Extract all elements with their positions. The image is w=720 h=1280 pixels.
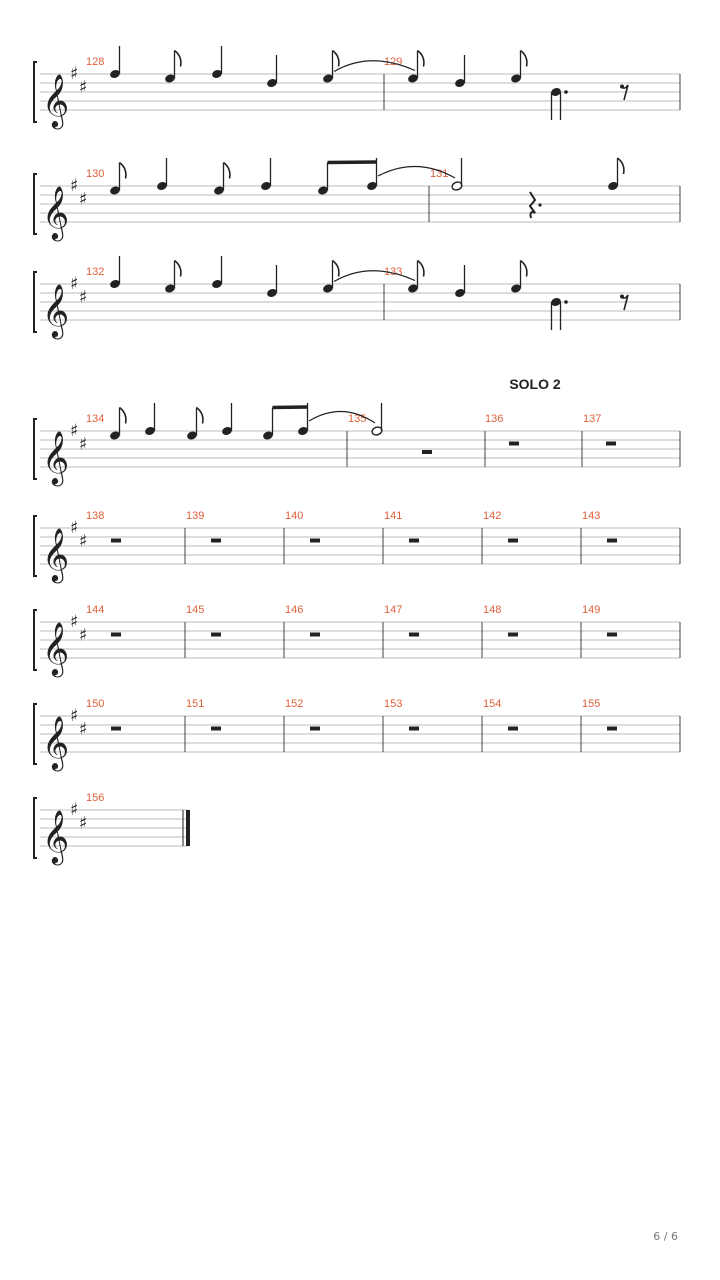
whole-rest bbox=[111, 727, 121, 731]
sharp-icon: ♯ bbox=[79, 287, 88, 308]
system-bracket bbox=[34, 610, 37, 670]
eighth-rest bbox=[620, 295, 624, 299]
staff-system bbox=[34, 266, 680, 339]
measure-number: 156 bbox=[86, 792, 105, 804]
whole-rest bbox=[409, 727, 419, 731]
notes bbox=[109, 403, 616, 454]
sharp-icon: ♯ bbox=[70, 612, 79, 632]
tie bbox=[334, 61, 415, 72]
measure-number: 135 bbox=[348, 413, 367, 425]
flag bbox=[224, 163, 230, 179]
whole-rest bbox=[211, 633, 221, 637]
whole-rest bbox=[509, 442, 519, 446]
measure-number: 147 bbox=[384, 604, 403, 616]
whole-rest bbox=[310, 539, 320, 543]
measure-number: 128 bbox=[86, 56, 105, 68]
final-barline bbox=[186, 810, 190, 846]
whole-rest bbox=[310, 633, 320, 637]
whole-rest bbox=[508, 539, 518, 543]
measure-number: 153 bbox=[384, 698, 403, 710]
whole-rest bbox=[607, 539, 617, 543]
staff-system bbox=[34, 792, 190, 865]
sharp-icon: ♯ bbox=[79, 719, 88, 740]
measure-number: 140 bbox=[285, 510, 304, 522]
sharp-icon: ♯ bbox=[70, 64, 79, 84]
measure-number: 137 bbox=[583, 413, 602, 425]
measure-number: 129 bbox=[384, 56, 403, 68]
sharp-icon: ♯ bbox=[79, 531, 88, 552]
measure-number: 145 bbox=[186, 604, 205, 616]
sharp-icon: ♯ bbox=[79, 434, 88, 455]
sharp-icon: ♯ bbox=[70, 176, 79, 196]
treble-clef-icon: 𝄞 bbox=[42, 809, 70, 863]
page-number: 6 / 6 bbox=[653, 1230, 678, 1243]
measure-number: 152 bbox=[285, 698, 304, 710]
measure-number: 143 bbox=[582, 510, 601, 522]
rest-dot bbox=[538, 203, 541, 206]
eighth-rest bbox=[620, 85, 624, 89]
treble-clef-icon: 𝄞 bbox=[42, 715, 70, 769]
measure-number: 155 bbox=[582, 698, 601, 710]
half-rest bbox=[422, 450, 432, 454]
whole-rest bbox=[606, 442, 616, 446]
measure-number: 136 bbox=[485, 413, 504, 425]
treble-clef-icon: 𝄞 bbox=[42, 527, 70, 581]
whole-rest bbox=[409, 633, 419, 637]
flag bbox=[120, 163, 126, 179]
beam bbox=[328, 162, 377, 163]
measure-number: 144 bbox=[86, 604, 105, 616]
whole-rest bbox=[111, 633, 121, 637]
sharp-icon: ♯ bbox=[70, 706, 79, 726]
dot bbox=[564, 90, 568, 94]
sharp-icon: ♯ bbox=[79, 77, 88, 98]
flag bbox=[618, 158, 624, 174]
treble-clef-icon: 𝄞 bbox=[42, 185, 70, 239]
flag bbox=[418, 261, 424, 277]
system-bracket bbox=[34, 272, 37, 332]
staff-system bbox=[34, 413, 680, 486]
measure-number: 134 bbox=[86, 413, 105, 425]
measure-number: 146 bbox=[285, 604, 304, 616]
system-bracket bbox=[34, 798, 37, 858]
flag bbox=[333, 261, 339, 277]
flag bbox=[197, 408, 203, 424]
measure-number: 132 bbox=[86, 266, 105, 278]
treble-clef-icon: 𝄞 bbox=[42, 73, 70, 127]
measure-number: 148 bbox=[483, 604, 502, 616]
flag bbox=[175, 51, 181, 67]
system-bracket bbox=[34, 516, 37, 576]
staff-system bbox=[34, 168, 680, 241]
flag bbox=[333, 51, 339, 67]
measure-number: 141 bbox=[384, 510, 403, 522]
measure-number: 151 bbox=[186, 698, 205, 710]
treble-clef-icon: 𝄞 bbox=[42, 283, 70, 337]
whole-rest bbox=[508, 633, 518, 637]
measure-number: 133 bbox=[384, 266, 403, 278]
measure-number: 130 bbox=[86, 168, 105, 180]
system-bracket bbox=[34, 62, 37, 122]
staff-system bbox=[34, 604, 680, 677]
treble-clef-icon: 𝄞 bbox=[42, 430, 70, 484]
sharp-icon: ♯ bbox=[79, 189, 88, 210]
whole-rest bbox=[607, 633, 617, 637]
tie bbox=[334, 271, 415, 282]
measure-number: 154 bbox=[483, 698, 502, 710]
section-title: SOLO 2 bbox=[509, 376, 561, 392]
sharp-icon: ♯ bbox=[70, 421, 79, 441]
flag bbox=[418, 51, 424, 67]
flag bbox=[521, 51, 527, 67]
treble-clef-icon: 𝄞 bbox=[42, 621, 70, 675]
notes bbox=[111, 539, 617, 543]
notes bbox=[109, 158, 624, 218]
whole-rest bbox=[508, 727, 518, 731]
measure-number: 131 bbox=[430, 168, 449, 180]
measure-number: 150 bbox=[86, 698, 105, 710]
sharp-icon: ♯ bbox=[79, 813, 88, 834]
dot bbox=[564, 300, 568, 304]
flag bbox=[120, 408, 126, 424]
flag bbox=[521, 261, 527, 277]
whole-rest bbox=[409, 539, 419, 543]
whole-rest bbox=[310, 727, 320, 731]
sharp-icon: ♯ bbox=[79, 625, 88, 646]
notes bbox=[111, 633, 617, 637]
system-bracket bbox=[34, 419, 37, 479]
flag bbox=[175, 261, 181, 277]
measure-number: 139 bbox=[186, 510, 205, 522]
quarter-rest bbox=[530, 192, 535, 218]
whole-rest bbox=[607, 727, 617, 731]
staff-system bbox=[34, 56, 680, 129]
staff-system bbox=[34, 510, 680, 583]
whole-rest bbox=[111, 539, 121, 543]
measure-number: 142 bbox=[483, 510, 502, 522]
sharp-icon: ♯ bbox=[70, 800, 79, 820]
system-bracket bbox=[34, 174, 37, 234]
beam bbox=[273, 407, 308, 408]
measure-number: 138 bbox=[86, 510, 105, 522]
sharp-icon: ♯ bbox=[70, 518, 79, 538]
whole-rest bbox=[211, 539, 221, 543]
system-bracket bbox=[34, 704, 37, 764]
staff-system bbox=[34, 698, 680, 771]
measure-number: 149 bbox=[582, 604, 601, 616]
whole-rest bbox=[211, 727, 221, 731]
notes bbox=[111, 727, 617, 731]
sharp-icon: ♯ bbox=[70, 274, 79, 294]
